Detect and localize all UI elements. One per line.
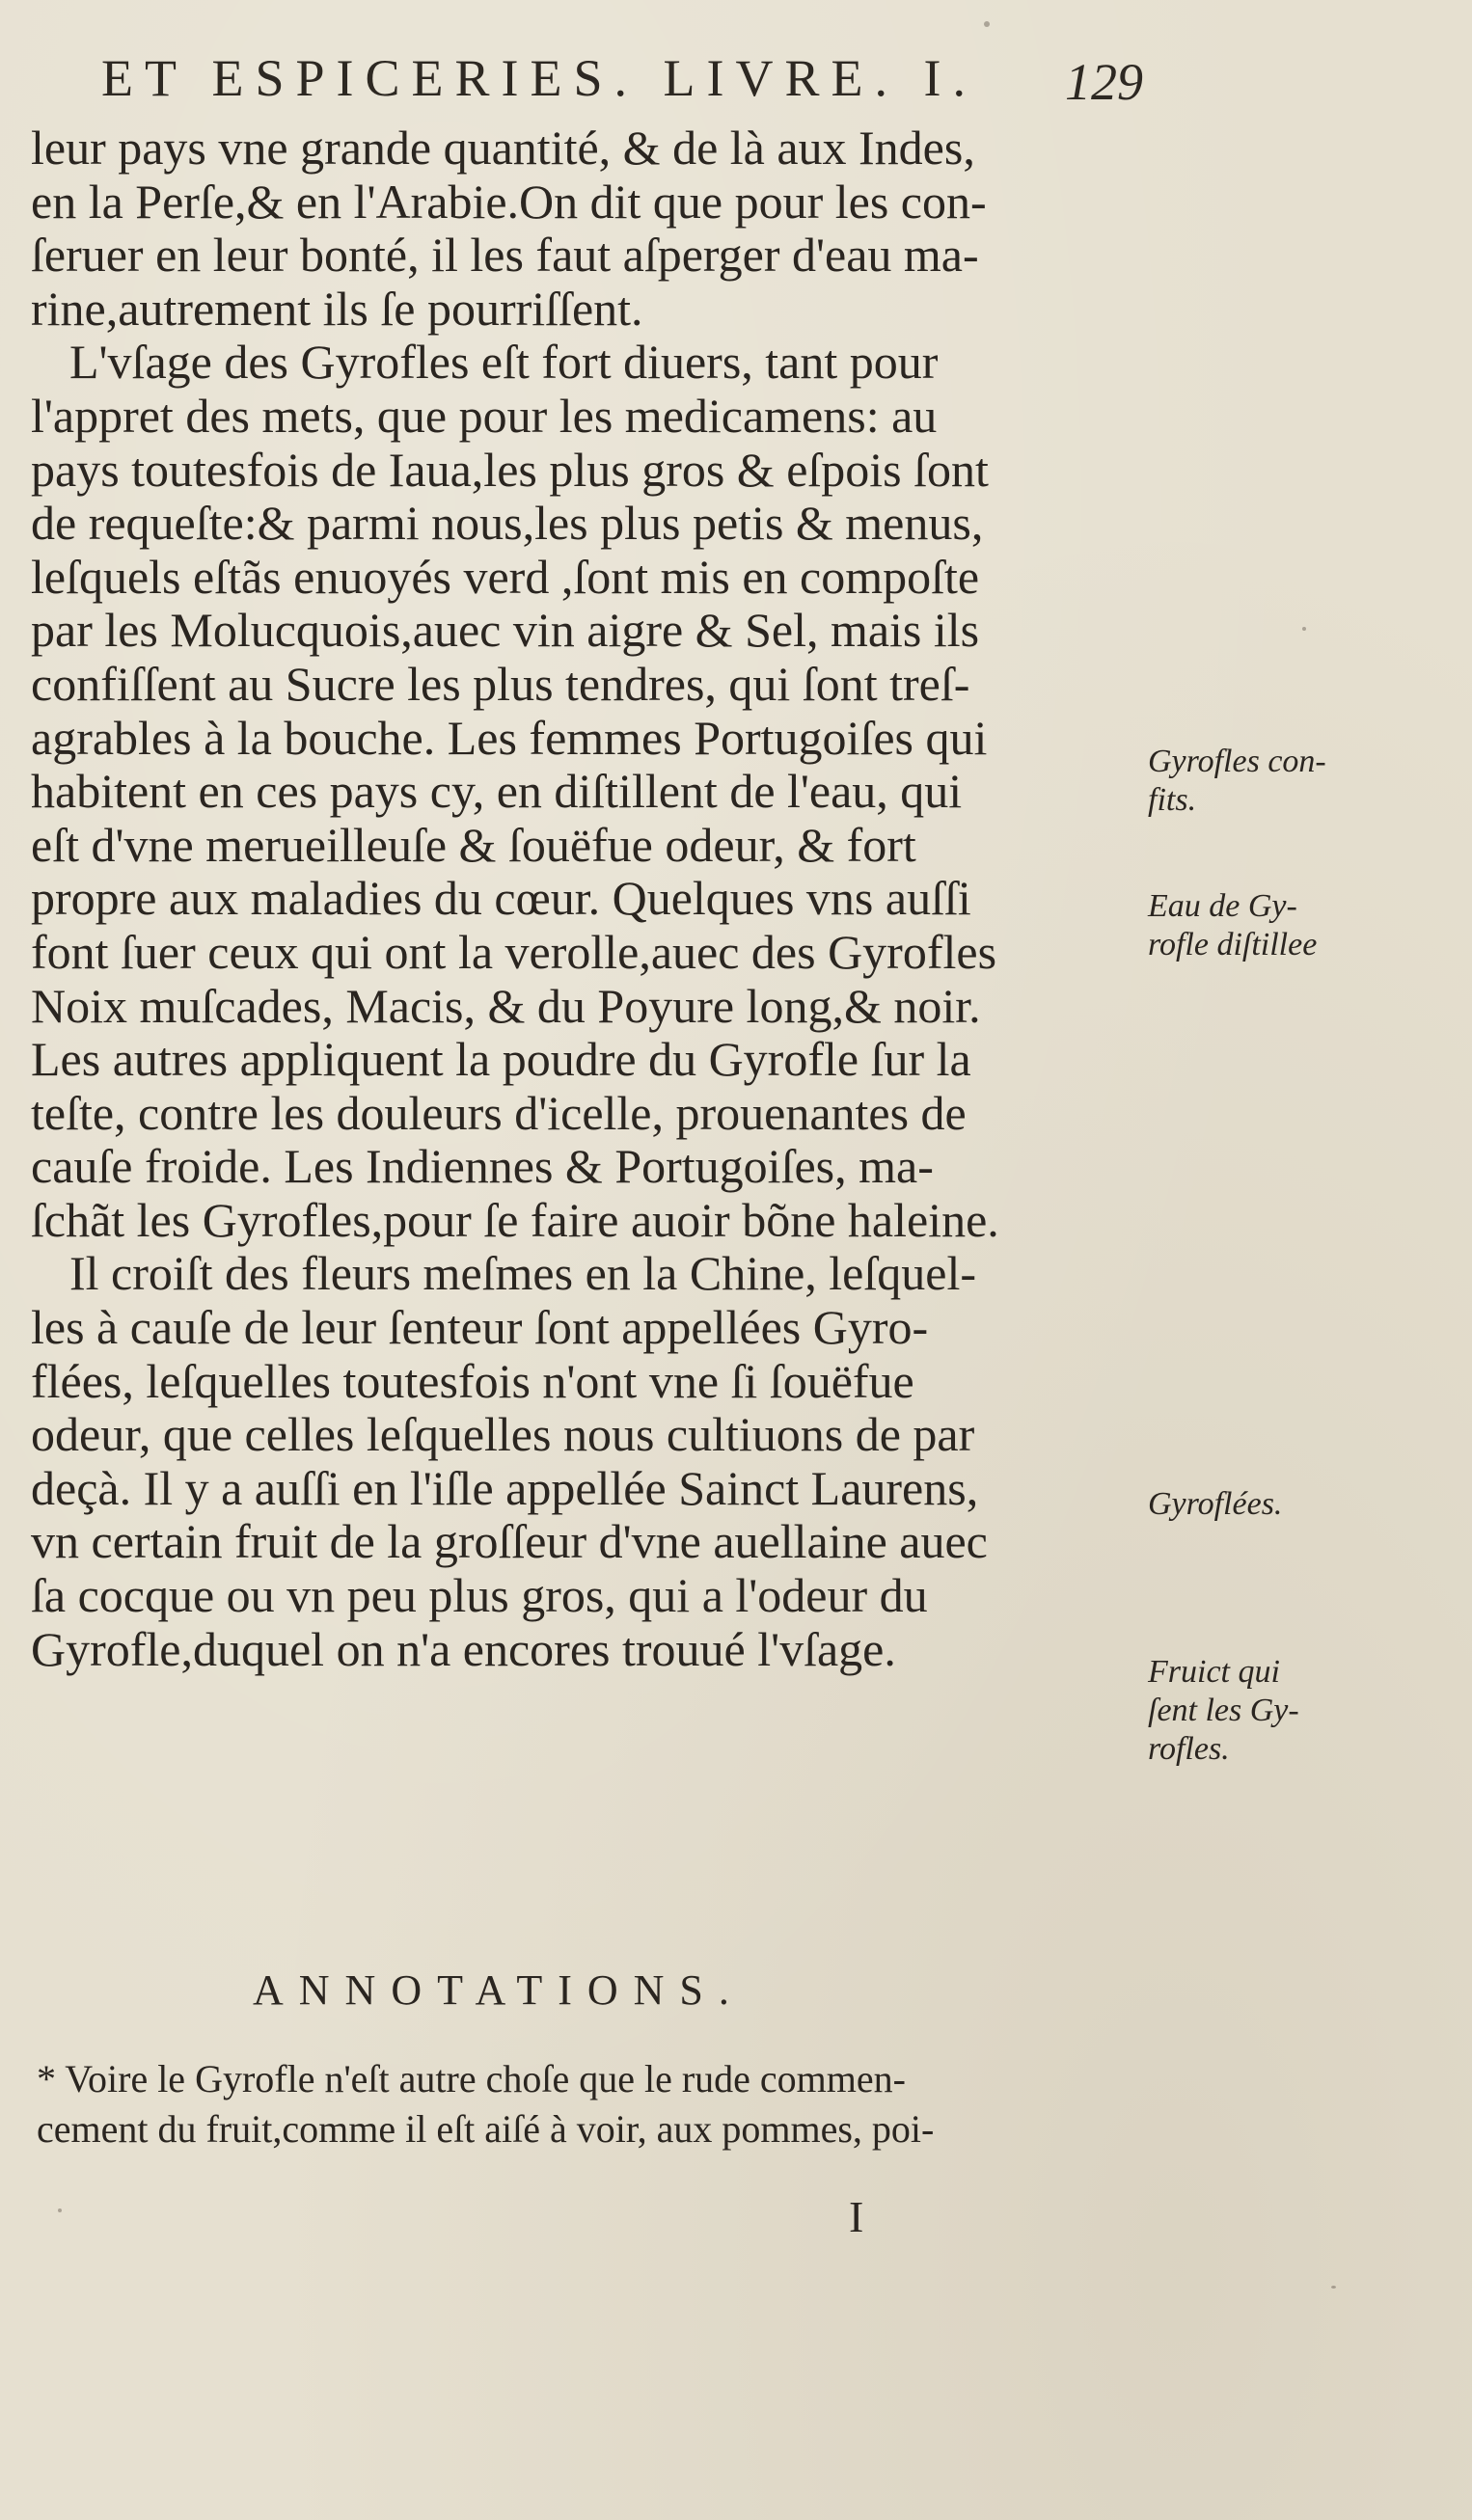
paper-speck (1302, 627, 1306, 631)
text-line: Les autres appliquent la poudre du Gyrofle ſur la (31, 1032, 971, 1087)
text-line: confiſſent au Sucre les plus tendres, qui ſont treſ- (31, 656, 970, 711)
text-line: vn certain fruit de la groſſeur d'vne auellaine auec (31, 1514, 988, 1569)
margin-note: Fruict qui ſent les Gy- rofles. (1148, 1654, 1299, 1767)
annotation-line: cement du fruit,comme il eſt aiſé à voir, aux pommes, poi- (37, 2107, 935, 2151)
text-line: ſeruer en leur bonté, il les faut aſperger d'eau ma- (31, 228, 979, 283)
text-line: teſte, contre les douleurs d'icelle, prouenantes de (31, 1085, 967, 1140)
text-line: leur pays vne grande quantité, & de là aux Indes, (31, 121, 975, 175)
paper-speck (1331, 2286, 1336, 2289)
text-line: font ſuer ceux qui ont la verolle,auec des Gyrofles (31, 924, 997, 979)
text-line: eſt d'vne merueilleuſe & ſouëfue odeur, & fort (31, 817, 916, 872)
margin-note: Gyroflées. (1148, 1486, 1283, 1522)
signature-mark: I (849, 2192, 864, 2241)
text-line: cauſe froide. Les Indiennes & Portugoiſes, ma- (31, 1139, 934, 1194)
text-line: deçà. Il y a auſſi en l'iſle appellée Sainct Laurens, (31, 1460, 979, 1515)
text-line: leſquels eſtãs enuoyés verd ,ſont mis en compoſte (31, 549, 980, 604)
text-line: odeur, que celles leſquelles nous cultiuons de par (31, 1407, 975, 1462)
text-line: propre aux maladies du cœur. Quelques vns auſſi (31, 871, 971, 926)
text-line: en la Perſe,& en l'Arabie.On dit que pour les con- (31, 174, 987, 229)
text-line: agrables à la bouche. Les femmes Portugoiſes qui (31, 710, 988, 765)
margin-note: Gyrofles con- fits. (1148, 744, 1326, 818)
text-line: Gyrofle,duquel on n'a encores trouué l'vſage. (31, 1621, 896, 1676)
paper-speck (58, 2208, 62, 2212)
text-line: Il croiſt des fleurs meſmes en la Chine, leſquel- (69, 1246, 976, 1301)
page-number: 129 (1065, 53, 1143, 111)
main-text (31, 122, 1150, 1676)
text-line: rine,autrement ils ſe pourriſſent. (31, 281, 643, 336)
annotation-line: * Voire le Gyrofle n'eſt autre choſe que le rude commen- (37, 2057, 906, 2100)
text-line: ſa cocque ou vn peu plus gros, qui a l'odeur du (31, 1568, 928, 1623)
text-line: de requeſte:& parmi nous,les plus petis & menus, (31, 496, 984, 551)
paper-speck (984, 21, 990, 27)
text-line: pays toutesfois de Iaua,les plus gros & eſpois ſont (31, 442, 989, 497)
section-heading: ANNOTATIONS. (253, 1966, 745, 2014)
annotation-text (37, 2054, 1156, 2154)
text-line: par les Molucquois,auec vin aigre & Sel, mais ils (31, 603, 980, 658)
text-line: l'appret des mets, que pour les medicamens: au (31, 388, 938, 443)
text-line: flées, leſquelles toutesfois n'ont vne ſi ſouëfue (31, 1353, 914, 1408)
text-line: Noix muſcades, Macis, & du Poyure long,& noir. (31, 978, 981, 1033)
text-line: L'vſage des Gyrofles eſt fort diuers, tant pour (69, 335, 939, 390)
margin-note: Eau de Gy- rofle diſtillee (1148, 888, 1318, 962)
running-head: ET ESPICERIES. LIVRE. I. (101, 49, 977, 107)
text-line: ſchãt les Gyrofles,pour ſe faire auoir bõne haleine. (31, 1192, 999, 1247)
text-line: les à cauſe de leur ſenteur ſont appellées Gyro- (31, 1300, 929, 1355)
text-line: habitent en ces pays cy, en diſtillent de l'eau, qui (31, 764, 963, 819)
page-header (101, 48, 1143, 118)
